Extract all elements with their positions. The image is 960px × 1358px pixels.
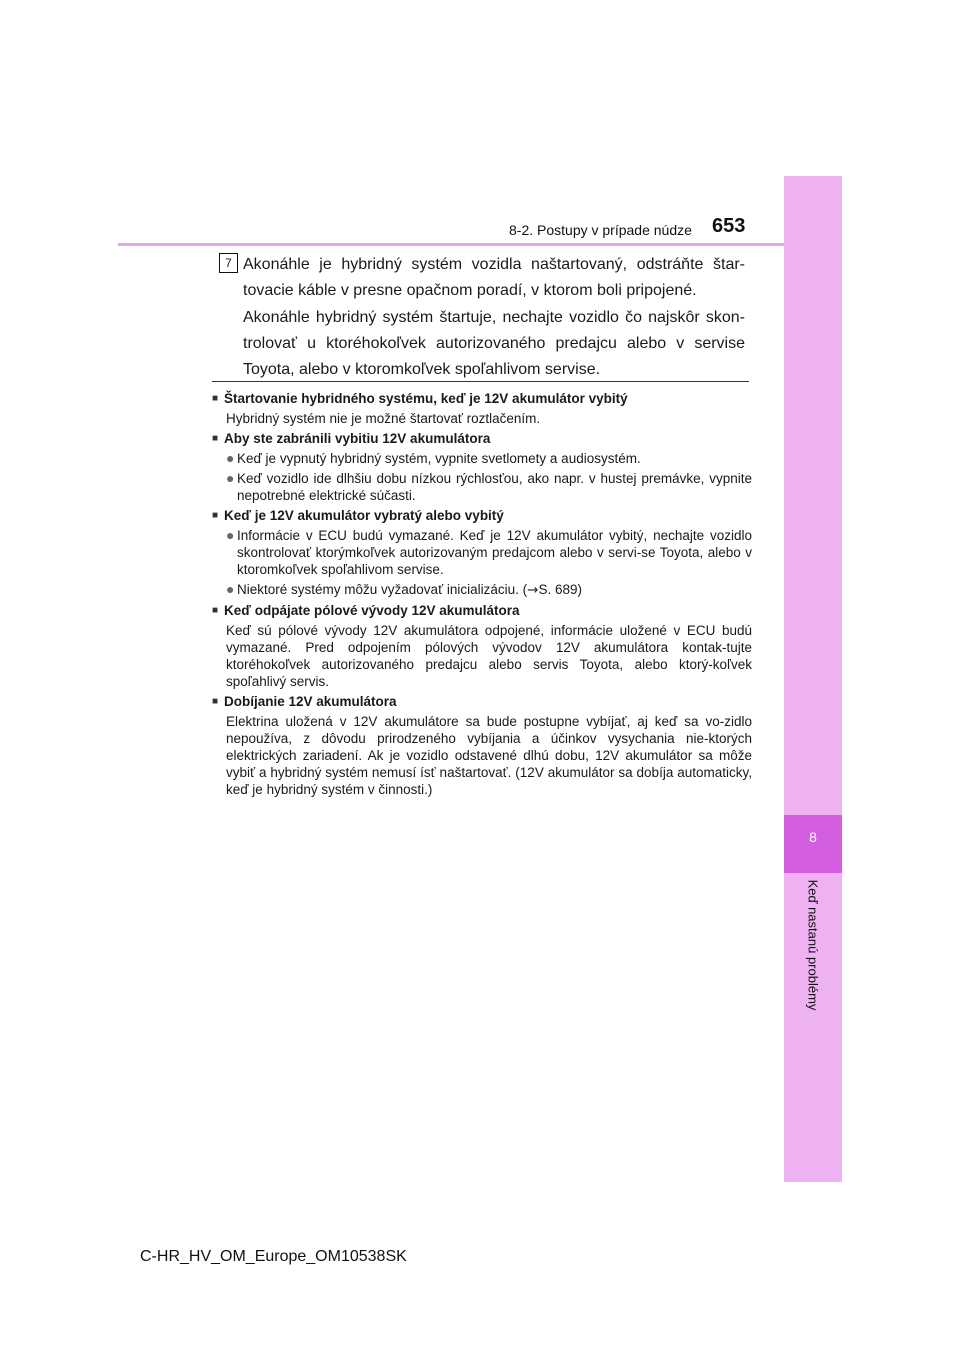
document-id: C-HR_HV_OM_Europe_OM10538SK <box>140 1248 407 1265</box>
header-rule <box>118 243 784 246</box>
step-text: Akonáhle je hybridný systém vozidla naštartovaný, odstráňte štar-tovacie káble v presne opačnom poradí, v ktorom boli pripojené. <box>243 256 745 299</box>
note-item <box>212 602 752 690</box>
section-divider <box>212 381 749 382</box>
section-label: 8-2. Postupy v prípade núdze <box>509 222 692 238</box>
note-item <box>212 390 752 427</box>
note-body: Hybridný systém nie je možné štartovať roztlačením. <box>226 411 541 426</box>
chapter-sidebar <box>784 176 842 1182</box>
notes-section <box>212 387 752 801</box>
circle-bullet-icon: ● <box>226 527 235 543</box>
chapter-title: Keď nastanú problémy <box>805 879 821 1011</box>
circle-bullet-icon: ● <box>226 581 235 597</box>
note-item <box>212 430 752 504</box>
note-heading: ■ Keď je 12V akumulátor vybratý alebo vybitý <box>212 508 504 523</box>
circle-bullet-icon: ● <box>226 470 235 486</box>
note-heading: ■ Keď odpájate pólové vývody 12V akumulátora <box>212 603 520 618</box>
note-body: Keď sú pólové vývody 12V akumulátora odpojené, informácie uložené v ECU budú vymazané. Pred odpojením pólových vývodov 12V akumulátora kontak-tujte ktoréhokoľvek autorizovaného predajcu alebo servis Toyota, alebo ktorý-koľvek spoľahlivý servis. <box>226 623 752 689</box>
square-bullet-icon: ■ <box>212 605 219 616</box>
arrow-right-icon: → <box>527 582 539 598</box>
page-number: 653 <box>712 215 746 237</box>
note-heading: ■ Aby ste zabránili vybitiu 12V akumulátora <box>212 431 491 446</box>
page-reference: Niektoré systémy môžu vyžadovať inicializáciu. (→S. 689) <box>237 582 583 598</box>
note-body: Elektrina uložená v 12V akumulátore sa bude postupne vybíjať, aj keď sa vo-zidlo nepoužíva, z dôvodu prirodzeného vybíjania a účinkov vysychania nie-ktorých elektrických zariadení. Ak je vozidlo odstavené dlhú dobu, 12V akumulátor sa môže vybiť a hybridný systém nemusí ísť naštartovať. (12V akumulátor sa dobíja automaticky, keď je hybridný systém v činnosti.) <box>226 714 752 797</box>
step-number-box: 7 <box>219 253 238 273</box>
chapter-number: 8 <box>809 829 817 845</box>
note-heading: ■ Dobíjanie 12V akumulátora <box>212 694 397 709</box>
note-heading: ■ Štartovanie hybridného systému, keď je 12V akumulátor vybitý <box>212 391 628 406</box>
square-bullet-icon: ■ <box>212 433 219 444</box>
list-item <box>226 581 752 599</box>
note-item <box>212 507 752 599</box>
square-bullet-icon: ■ <box>212 393 219 404</box>
list-item: ● Keď je vypnutý hybridný systém, vypnite svetlomety a audiosystém. <box>226 450 641 466</box>
list-item: ● Informácie v ECU budú vymazané. Keď je 12V akumulátor vybitý, nechajte vozidlo skontrolovať ktorýmkoľvek autorizovaným predajcom alebo v servi-se Toyota, alebo v ktoromkoľvek spoľahlivom servise. <box>226 527 752 577</box>
square-bullet-icon: ■ <box>212 510 219 521</box>
step-subtext: Akonáhle hybridný systém štartuje, nechajte vozidlo čo najskôr skon-trolovať u ktoréhokoľvek autorizovaného predajcu alebo v servise Toyota, alebo v ktoromkoľvek spoľahlivom servise. <box>243 309 745 378</box>
note-item <box>212 693 752 798</box>
circle-bullet-icon: ● <box>226 450 235 466</box>
square-bullet-icon: ■ <box>212 696 219 707</box>
list-item: ● Keď vozidlo ide dlhšiu dobu nízkou rýchlosťou, ako napr. v hustej premávke, vypnite nepotrebné elektrické súčasti. <box>226 470 752 503</box>
